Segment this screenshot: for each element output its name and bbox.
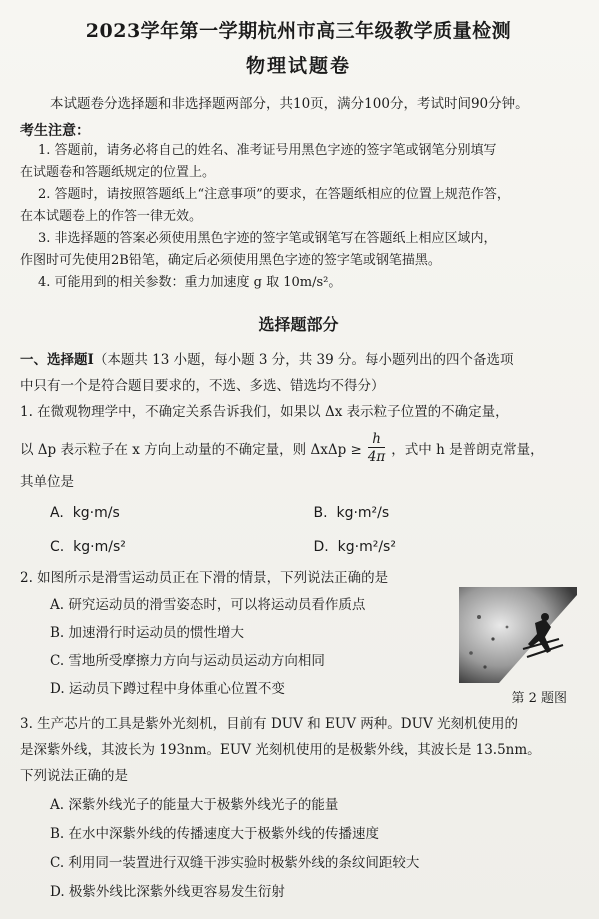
option-c[interactable]: C. 雪地所受摩擦力方向与运动员运动方向相同	[50, 653, 325, 669]
q1-line-2-pre: 以 Δp 表示粒子在 x 方向上动量的不确定量，则 ΔxΔp ≥	[20, 442, 362, 458]
option-d[interactable]: D. 运动员下蹲过程中身体重心位置不变	[50, 681, 285, 697]
fraction-numerator: h	[368, 431, 385, 448]
q1-options	[50, 505, 577, 555]
question-1	[20, 399, 577, 555]
exam-title: 2023学年第一学期杭州市高三年级教学质量检测	[85, 20, 512, 42]
option-a[interactable]: A. 深紫外线光子的能量大于极紫外线光子的能量	[50, 797, 339, 813]
notice-heading: 考生注意：	[20, 123, 90, 139]
q2-stem: 2. 如图所示是滑雪运动员正在下滑的情景，下列说法正确的是	[20, 570, 389, 586]
section-title: 选择题部分	[258, 315, 339, 334]
question-2	[20, 565, 577, 706]
notice-item: 4. 可能用到的相关参数：重力加速度 g 取 10m/s²。	[38, 275, 342, 290]
option-c[interactable]: C. kg·m/s²	[50, 539, 126, 555]
skier-figure	[459, 587, 577, 683]
fraction	[368, 431, 385, 466]
part-heading	[20, 347, 577, 399]
notice-list	[20, 140, 577, 294]
q1-line-1: 1. 在微观物理学中，不确定关系告诉我们，如果以 Δx 表示粒子位置的不确定量，	[20, 404, 509, 420]
option-a[interactable]: A. kg·m/s	[50, 505, 120, 521]
q3-options	[50, 791, 577, 907]
exam-subtitle: 物理试题卷	[245, 55, 351, 77]
part-description-1: （本题共 13 小题，每小题 3 分，共 39 分。每小题列出的四个备选项	[93, 352, 514, 368]
q1-line-3: 其单位是	[20, 474, 74, 490]
notice-item: 1. 答题前，请务必将自己的姓名、准考证号用黑色字迹的签字笔或钢笔分别填写 在试题卷和答题纸规定的位置上。	[20, 143, 497, 180]
option-b[interactable]: B. 在水中深紫外线的传播速度大于极紫外线的传播速度	[50, 826, 380, 842]
option-d[interactable]: D. kg·m²/s²	[313, 539, 396, 555]
option-b[interactable]: B. 加速滑行时运动员的惯性增大	[50, 625, 245, 641]
option-a[interactable]: A. 研究运动员的滑雪姿态时，可以将运动员看作质点	[50, 597, 366, 613]
part-description-2: 中只有一个是符合题目要求的，不选、多选、错选均不得分）	[20, 378, 385, 394]
part-label: 一、选择题Ⅰ	[20, 352, 94, 368]
figure-caption: 第 2 题图	[511, 691, 567, 706]
fraction-denominator: 4π	[367, 448, 386, 465]
q1-line-2-post: ，式中 h 是普朗克常量，	[391, 442, 544, 458]
option-b[interactable]: B. kg·m²/s	[313, 505, 390, 521]
q3-line-3: 下列说法正确的是	[20, 768, 128, 784]
q3-line-1: 3. 生产芯片的工具是紫外光刻机，目前有 DUV 和 EUV 两种。DUV 光刻机使用的	[20, 716, 519, 732]
notice-item: 3. 非选择题的答案必须使用黑色字迹的签字笔或钢笔写在答题纸上相应区域内， 作图时可先使用2B铅笔，确定后必须使用黑色字迹的签字笔或钢笔描黑。	[20, 231, 497, 268]
q1-formula-line	[20, 427, 577, 469]
notice-item: 2. 答题时，请按照答题纸上“注意事项”的要求，在答题纸相应的位置上规范作答， 在本试题卷上的作答一律无效。	[20, 187, 510, 224]
option-c[interactable]: C. 利用同一装置进行双缝干涉实验时极紫外线的条纹间距较大	[50, 855, 420, 871]
exam-intro: 本试题卷分选择题和非选择题两部分，共10页，满分100分，考试时间90分钟。	[50, 96, 529, 112]
option-d[interactable]: D. 极紫外线比深紫外线更容易发生衍射	[50, 884, 285, 900]
q3-line-2: 是深紫外线，其波长为 193nm。EUV 光刻机使用的是极紫外线，其波长是 13.5nm。	[20, 742, 541, 758]
question-3	[20, 711, 577, 907]
